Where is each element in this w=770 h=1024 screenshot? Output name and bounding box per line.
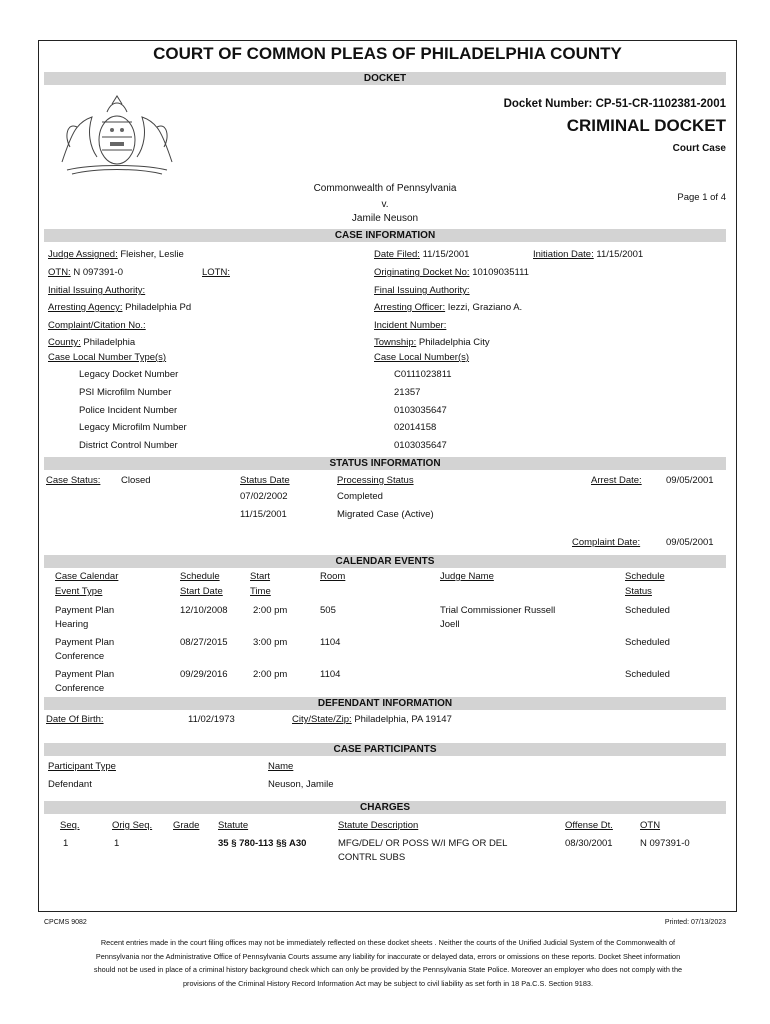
- initial-issuing-authority-label: Initial Issuing Authority:: [48, 285, 146, 296]
- col-start-1: Start: [250, 571, 271, 582]
- local-number: C0111023811: [394, 369, 452, 380]
- event-status: Scheduled: [625, 669, 670, 680]
- calendar-events-header: CALENDAR EVENTS: [44, 555, 726, 568]
- initiation-date-value: 11/15/2001: [596, 249, 644, 260]
- lotn-label: LOTN:: [202, 267, 230, 278]
- local-number-type: PSI Microfilm Number: [79, 387, 172, 398]
- county-label: County:: [48, 337, 81, 348]
- event-type: Payment Plan: [55, 669, 115, 680]
- arresting-officer-value: Iezzi, Graziano A.: [447, 302, 523, 313]
- event-judge: Joell: [440, 619, 460, 630]
- charges-header: CHARGES: [44, 801, 726, 814]
- docket-bar: DOCKET: [44, 72, 726, 85]
- participant-type-label: Participant Type: [48, 761, 116, 772]
- col-status-2: Status: [625, 586, 652, 597]
- local-number-type: District Control Number: [79, 440, 178, 451]
- participant-type: Defendant: [48, 779, 92, 790]
- form-id: CPCMS 9082: [44, 919, 87, 926]
- date-filed-value: 11/15/2001: [422, 249, 470, 260]
- case-status-label: Case Status:: [46, 475, 101, 486]
- col-start-2: Time: [250, 586, 271, 597]
- defendant-information-header: DEFENDANT INFORMATION: [44, 697, 726, 710]
- charge-seq: 1: [63, 838, 69, 849]
- otn-value: N 097391-0: [73, 267, 123, 278]
- event-judge: Trial Commissioner Russell: [440, 605, 556, 616]
- local-number: 0103035647: [394, 405, 447, 416]
- local-number-type: Legacy Docket Number: [79, 369, 179, 380]
- local-number-label: Case Local Number(s): [374, 352, 470, 363]
- event-status: Scheduled: [625, 605, 670, 616]
- pennsylvania-seal-icon: [52, 92, 182, 177]
- col-event-type-2: Event Type: [55, 586, 103, 597]
- event-status: Scheduled: [625, 637, 670, 648]
- col-status-1: Schedule: [625, 571, 665, 582]
- col-schedule-2: Start Date: [180, 586, 223, 597]
- township-value: Philadelphia City: [418, 337, 490, 348]
- event-type: Payment Plan: [55, 637, 115, 648]
- township-label: Township:: [374, 337, 417, 348]
- local-number: 21357: [394, 387, 421, 398]
- processing-status: Completed: [337, 491, 383, 502]
- city-state-zip-value: Philadelphia, PA 19147: [354, 714, 452, 725]
- caption-versus: v.: [381, 199, 389, 210]
- event-type: Conference: [55, 683, 105, 694]
- event-room: 1104: [320, 637, 341, 648]
- event-room: 505: [320, 605, 336, 616]
- col-offense-date: Offense Dt.: [565, 820, 613, 831]
- incident-number-label: Incident Number:: [374, 320, 447, 331]
- event-time: 2:00 pm: [253, 669, 288, 680]
- col-event-type-1: Case Calendar: [55, 571, 119, 582]
- originating-docket-label: Originating Docket No:: [374, 267, 470, 278]
- event-type: Hearing: [55, 619, 89, 630]
- disclaimer: Recent entries made in the court filing offices may not be immediately reflected on these docket sheets . Neither the courts of the Unified Judicial System of the Commonwealth of Pennsylvania nor the Administrative Office of Pennsylvania Courts assume any liability for inaccurate or delayed data, errors or omissions on these reports. Docket Sheet information should not be used in place of a criminal history background check which can only be provided by the Pennsylvania State Police. Moreover an employer who does not comply with the provisions of the Criminal History Record Information Act may be subject to civil liability as set forth in 18 Pa.C.S. Section 9183.: [93, 938, 683, 988]
- otn-label: OTN:: [48, 267, 71, 278]
- status-date: 11/15/2001: [240, 509, 287, 520]
- arrest-date-label: Arrest Date:: [591, 475, 642, 486]
- page-title: COURT OF COMMON PLEAS OF PHILADELPHIA COUNTY: [153, 44, 622, 63]
- event-date: 08/27/2015: [180, 637, 228, 648]
- col-orig-seq: Orig Seq.: [112, 820, 153, 831]
- event-type: Conference: [55, 651, 105, 662]
- caption-defendant: Jamile Neuson: [351, 213, 419, 224]
- charge-statute: 35 § 780-113 §§ A30: [218, 838, 307, 849]
- local-number: 0103035647: [394, 440, 447, 451]
- col-grade: Grade: [173, 820, 200, 831]
- local-number-type: Legacy Microfilm Number: [79, 422, 187, 433]
- charge-description: CONTRL SUBS: [338, 852, 406, 863]
- local-number-type: Police Incident Number: [79, 405, 178, 416]
- judge-label: Judge Assigned:: [48, 249, 118, 260]
- event-date: 12/10/2008: [180, 605, 228, 616]
- arresting-agency-label: Arresting Agency:: [48, 302, 123, 313]
- event-date: 09/29/2016: [180, 669, 228, 680]
- event-time: 2:00 pm: [253, 605, 288, 616]
- charge-orig-seq: 1: [114, 838, 120, 849]
- status-date-label: Status Date: [240, 475, 290, 486]
- case-participants-header: CASE PARTICIPANTS: [44, 743, 726, 756]
- printed-date: Printed: 07/13/2023: [664, 919, 726, 926]
- dob-label: Date Of Birth:: [46, 714, 104, 725]
- local-number-type-label: Case Local Number Type(s): [48, 352, 167, 363]
- participant-name-label: Name: [268, 761, 294, 772]
- final-issuing-authority-label: Final Issuing Authority:: [374, 285, 470, 296]
- case-kind: Court Case: [672, 143, 726, 154]
- arrest-date-value: 09/05/2001: [666, 475, 714, 486]
- charge-description: MFG/DEL/ OR POSS W/I MFG OR DEL: [338, 838, 508, 849]
- page-number: Page 1 of 4: [677, 192, 726, 203]
- processing-status-label: Processing Status: [337, 475, 414, 486]
- date-filed-label: Date Filed:: [374, 249, 420, 260]
- event-type: Payment Plan: [55, 605, 115, 616]
- col-room: Room: [320, 571, 346, 582]
- docket-type: CRIMINAL DOCKET: [566, 116, 726, 135]
- complaint-citation-label: Complaint/Citation No.:: [48, 320, 146, 331]
- caption-plaintiff: Commonwealth of Pennsylvania: [313, 183, 457, 194]
- col-schedule-1: Schedule: [180, 571, 220, 582]
- arresting-officer-label: Arresting Officer:: [374, 302, 446, 313]
- case-status-value: Closed: [121, 475, 151, 486]
- arresting-agency-value: Philadelphia Pd: [125, 302, 192, 313]
- col-judge-name: Judge Name: [440, 571, 494, 582]
- judge-value: Fleisher, Leslie: [120, 249, 184, 260]
- dob-value: 11/02/1973: [188, 714, 235, 725]
- col-statute: Statute: [218, 820, 249, 831]
- complaint-date-label: Complaint Date:: [572, 537, 641, 548]
- status-information-header: STATUS INFORMATION: [44, 457, 726, 470]
- col-statute-description: Statute Description: [338, 820, 419, 831]
- status-date: 07/02/2002: [240, 491, 288, 502]
- charge-offense-date: 08/30/2001: [565, 838, 613, 849]
- processing-status: Migrated Case (Active): [337, 509, 434, 520]
- col-charge-otn: OTN: [640, 820, 661, 831]
- initiation-date-label: Initiation Date:: [533, 249, 594, 260]
- originating-docket-value: 10109035111: [472, 267, 529, 278]
- city-state-zip-label: City/State/Zip:: [292, 714, 352, 725]
- charge-otn: N 097391-0: [640, 838, 690, 849]
- case-information-header: CASE INFORMATION: [44, 229, 726, 242]
- participant-name: Neuson, Jamile: [268, 779, 334, 790]
- event-room: 1104: [320, 669, 341, 680]
- complaint-date-value: 09/05/2001: [666, 537, 714, 548]
- local-number: 02014158: [394, 422, 437, 433]
- county-value: Philadelphia: [83, 337, 136, 348]
- col-seq: Seq.: [60, 820, 80, 831]
- docket-number: Docket Number: CP-51-CR-1102381-2001: [503, 98, 726, 110]
- event-time: 3:00 pm: [253, 637, 288, 648]
